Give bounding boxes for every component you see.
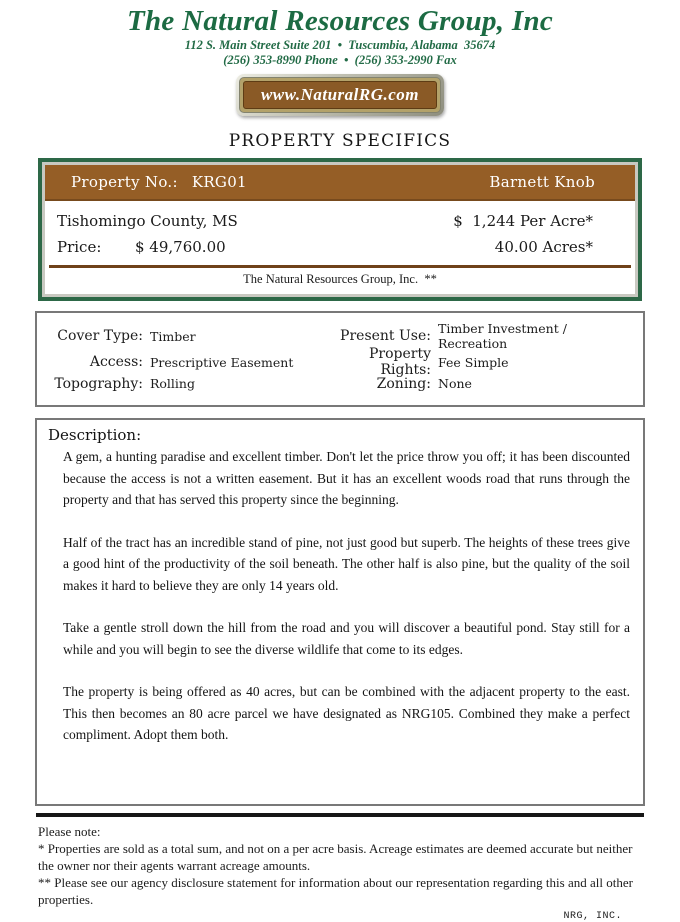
cover-type-label: Cover Type:: [57, 328, 143, 344]
description-box: [35, 418, 645, 806]
zoning-value: None: [438, 376, 472, 391]
letterhead: [0, 0, 680, 116]
price-label: Price:: [57, 238, 102, 256]
access-value: Prescriptive Easement: [150, 354, 294, 370]
present-use-value: Timber Investment / Recreation: [438, 321, 567, 351]
property-number-value: KRG01: [191, 173, 247, 191]
footer-divider: [36, 813, 644, 817]
website-button-face: [243, 81, 437, 109]
property-card: [38, 158, 642, 301]
price-group: [57, 238, 226, 256]
property-card-body: [45, 201, 635, 260]
card-footer-note: The Natural Resources Group, Inc. **: [243, 272, 437, 286]
nrg-signature: NRG, INC.: [563, 911, 622, 922]
zoning-label: Zoning:: [376, 375, 431, 392]
company-address: 112 S. Main Street Suite 201 • Tuscumbia, Alabama 35674: [184, 38, 496, 52]
cover-type-value: Timber: [150, 328, 196, 344]
detail-row-cover-use: [43, 321, 639, 351]
website-button-label: www.NaturalRG.com: [260, 85, 420, 104]
price-per-acre: $ 1,244 Per Acre*: [453, 212, 593, 230]
note-double-asterisk: ** Please see our agency disclosure statement for information about our representation regarding this and all other properties.: [38, 875, 633, 907]
property-number-label: Property No.:: [71, 173, 178, 191]
location-row: [57, 208, 593, 234]
description-paragraph: The property is being offered as 40 acres, but can be combined with the adjacent property to the east. This then becomes an 80 acre parcel we have designated as NRG105. Combined they make a perfect compliment. Adopt them both.: [63, 684, 630, 742]
please-note-title: Please note:: [38, 824, 101, 839]
property-name: Barnett Knob: [489, 173, 595, 191]
price-row: [57, 234, 593, 260]
property-number-group: [71, 173, 247, 191]
website-button[interactable]: [236, 74, 444, 116]
website-button-bevel: [239, 77, 441, 113]
property-details-box: [35, 311, 645, 407]
acreage-value: 40.00 Acres*: [494, 238, 593, 256]
company-phone-fax: (256) 353-8990 Phone • (256) 353-2990 Fax: [223, 53, 457, 67]
page-title: PROPERTY SPECIFICS: [228, 131, 452, 151]
description-paragraph: A gem, a hunting paradise and excellent timber. Don't let the price throw you off; it has been discounted because the access is not a written easement. But it has an excellent woods road that runs through the property and that has served this property since the beginning.: [63, 449, 630, 507]
detail-row-topo-zoning: [43, 371, 639, 396]
property-card-inner: [42, 162, 638, 297]
description-label: Description:: [48, 426, 142, 444]
description-paragraph: Half of the tract has an incredible stand of pine, not just good but superb. The heights of these trees give a good hint of the productivity of the soil beneath. The other half is also pine, but the quality of the soil makes it hard to believe they are only 14 years old.: [63, 534, 630, 593]
access-label: Access:: [89, 354, 143, 370]
property-location: Tishomingo County, MS: [57, 212, 238, 230]
note-single-asterisk: * Properties are sold as a total sum, and not on a per acre basis. Acreage estimates are deemed accurate but neither the owner nor their agents warrant acreage amounts.: [38, 841, 633, 873]
property-rights-value: Fee Simple: [438, 354, 509, 370]
present-use-label: Present Use:: [340, 328, 431, 344]
property-card-header-bar: [45, 165, 635, 201]
footer-notes: [38, 823, 648, 908]
price-value: $ 49,760.00: [135, 238, 226, 256]
topography-label: Topography:: [54, 375, 143, 392]
property-rights-label: Property Rights:: [368, 346, 431, 378]
company-name: The Natural Resources Group, Inc: [126, 5, 554, 37]
description-paragraph: Take a gentle stroll down the hill from the road and you will discover a beautiful pond. Stay still for a while and you will begin to see the diverse wildlife that come to its edges.: [63, 620, 630, 657]
topography-value: Rolling: [150, 376, 195, 391]
